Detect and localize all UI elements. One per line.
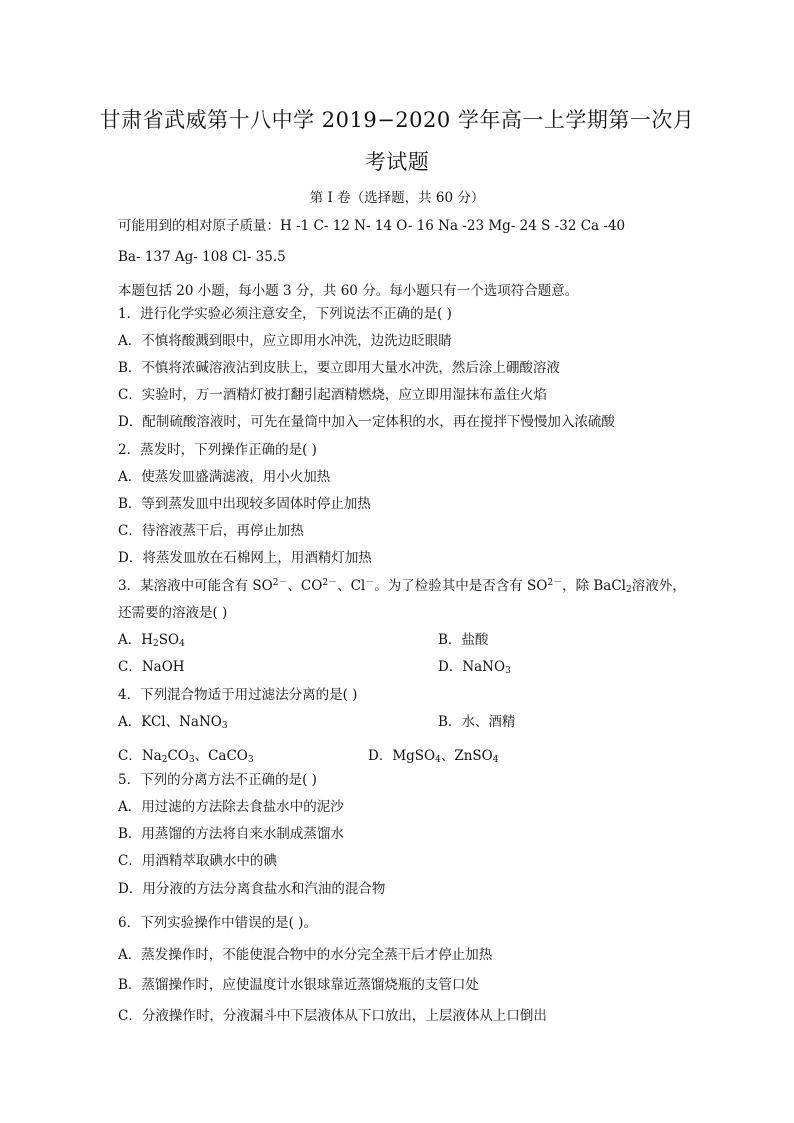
q4-option-a: A．KCl、NaNO$_3$ — [118, 714, 228, 731]
q6-option-a: A．蒸发操作时，不能使混合物中的水分完全蒸干后才停止加热 — [118, 947, 493, 963]
q2-option-c: C．待溶液蒸干后，再停止加热 — [118, 523, 304, 539]
q1-option-c: C．实验时，万一酒精灯被打翻引起酒精燃烧，应立即用湿抹布盖住火焰 — [118, 387, 547, 403]
q2-option-b: B．等到蒸发皿中出现较多固体时停止加热 — [118, 496, 371, 512]
q5-option-a: A．用过滤的方法除去食盐水中的泥沙 — [118, 799, 344, 815]
q3-option-a: A．$H_2SO_4$ — [118, 632, 185, 649]
q1-option-b: B．不慎将浓碱溶液沾到皮肤上，要立即用大量水冲洗，然后涂上硼酸溶液 — [118, 360, 560, 376]
q2-option-d: D．将蒸发皿放在石棉网上，用酒精灯加热 — [118, 550, 372, 566]
q3-option-b: B．盐酸 — [438, 632, 489, 648]
q6-stem: 6．下列实验操作中错误的是( )。 — [118, 915, 317, 931]
q6-option-c: C．分液操作时，分液漏斗中下层液体从下口放出，上层液体从上口倒出 — [118, 1008, 547, 1024]
q2-stem: 2．蒸发时，下列操作正确的是( ) — [118, 442, 317, 458]
instructions: 本题包括 20 小题，每小题 3 分，共 60 分。每小题只有一个选项符合题意。 — [118, 283, 579, 299]
exam-title-line2: 考试题 — [364, 150, 430, 174]
exam-title-line1: 甘肃省武威第十八中学 2019−2020 学年高一上学期第一次月 — [99, 108, 695, 132]
q4-option-b: B．水、酒精 — [438, 714, 516, 730]
q5-option-b: B．用蒸馏的方法将自来水制成蒸馏水 — [118, 826, 344, 842]
q4-stem: 4．下列混合物适于用过滤法分离的是( ) — [118, 687, 358, 703]
q1-option-a: A．不慎将酸溅到眼中，应立即用水冲洗，边洗边眨眼睛 — [118, 333, 452, 349]
q4-option-c: C．$Na_2CO_3$、CaCO$_3$ — [118, 748, 254, 765]
q3-option-d: D．NaNO$_3$ — [438, 659, 511, 676]
q5-option-c: C．用酒精萃取碘水中的碘 — [118, 853, 277, 869]
q2-option-a: A．使蒸发皿盛满滤液，用小火加热 — [118, 469, 331, 485]
q3-option-c: C．NaOH — [118, 659, 185, 675]
section-header: 第 I 卷（选择题，共 60 分） — [309, 190, 485, 206]
q1-option-d: D．配制硫酸溶液时，可先在量筒中加入一定体积的水，再在搅拌下慢慢加入浓硫酸 — [118, 414, 615, 430]
q4-option-d: D．MgSO$_4$、ZnSO$_4$ — [368, 748, 499, 765]
atomic-mass-line1: 可能用到的相对原子质量：H -1 C- 12 N- 14 O- 16 Na -23 Mg- 24 S -32 Ca -40 — [118, 218, 626, 234]
q1-stem: 1．进行化学实验必须注意安全，下列说法不正确的是( ) — [118, 306, 452, 322]
atomic-mass-line2: Ba- 137 Ag- 108 Cl- 35.5 — [118, 249, 286, 265]
q3-stem: 3．某溶液中可能含有 $SO^{2-}$、$CO^{2-}$、Cl－。为了检验其中是否含有 $SO^{2-}$，除 BaCl$_2$溶液外， — [118, 578, 686, 595]
q3-stem-line2: 还需要的溶液是( ) — [118, 605, 228, 621]
q6-option-b: B．蒸馏操作时，应使温度计水银球靠近蒸馏烧瓶的支管口处 — [118, 977, 479, 993]
q5-option-d: D．用分液的方法分离食盐水和汽油的混合物 — [118, 881, 386, 897]
q5-stem: 5．下列的分离方法不正确的是( ) — [118, 772, 317, 788]
